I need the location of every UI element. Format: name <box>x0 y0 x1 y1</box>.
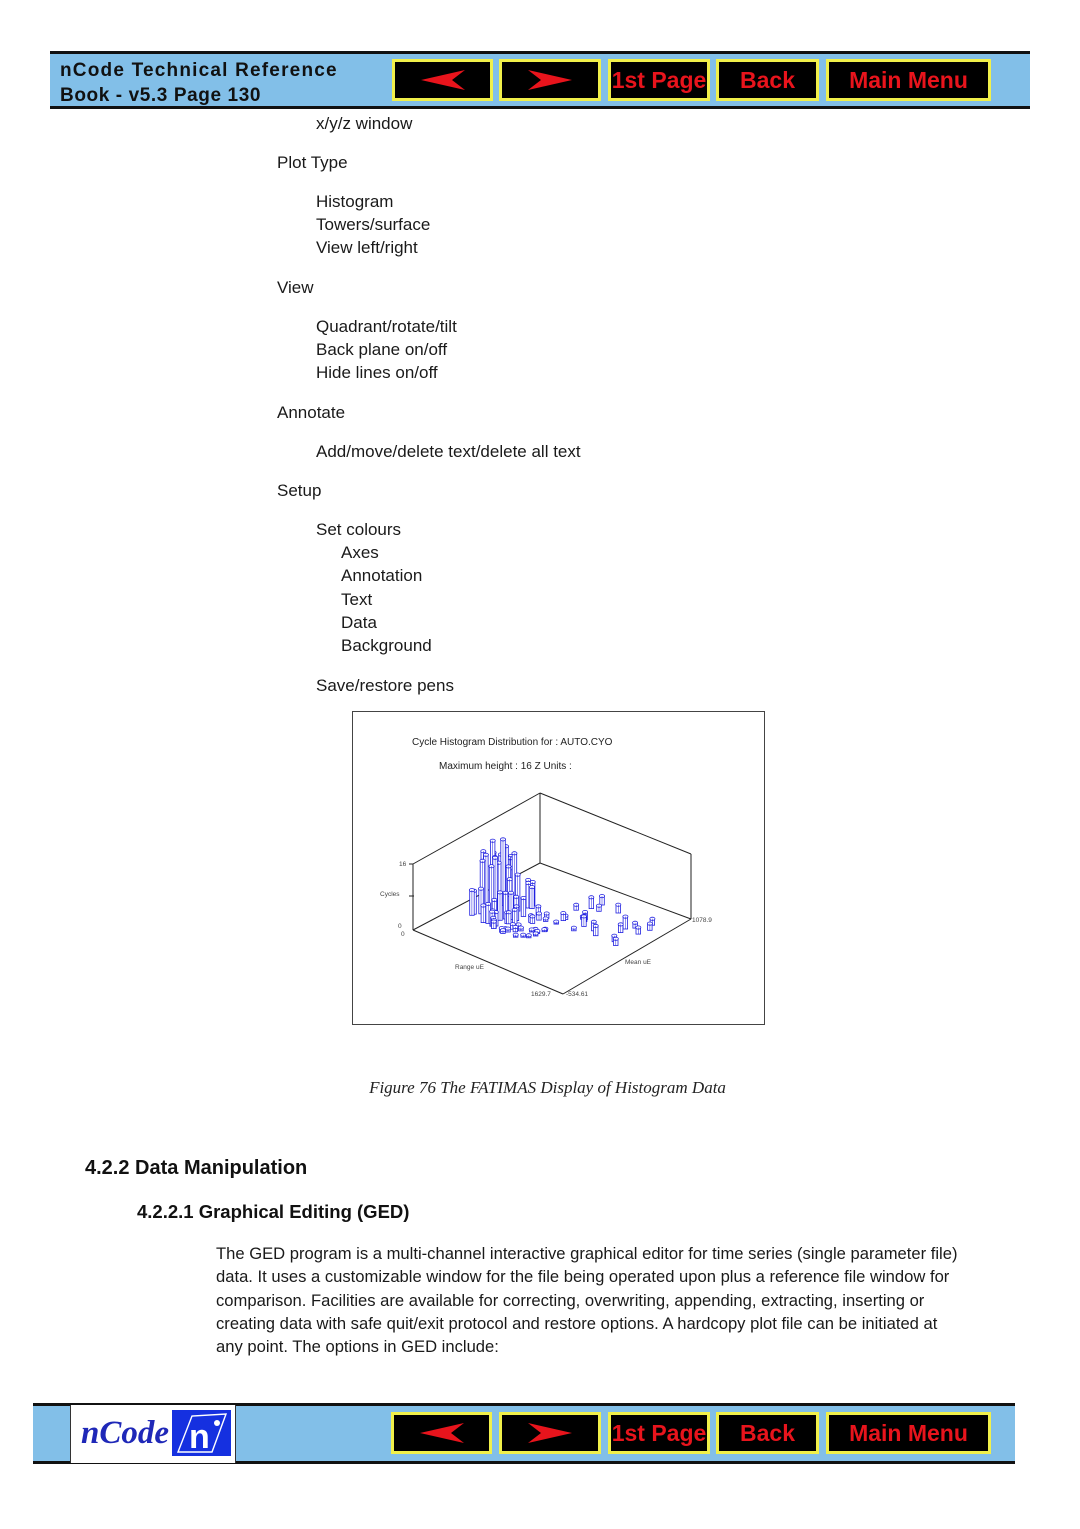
histogram-tower <box>518 926 523 931</box>
histogram-figure <box>352 711 765 1025</box>
histogram-tower <box>513 933 518 937</box>
mean-max-label: 1078.9 <box>692 917 712 924</box>
histogram-tower <box>599 895 604 906</box>
paragraph-line: comparison. Facilities are available for correcting, overwriting, appending, extracting, inserting or <box>216 1290 925 1310</box>
histogram-tower <box>554 920 559 924</box>
menu-item: Back plane on/off <box>316 340 448 359</box>
histogram-tower <box>529 928 534 932</box>
subsection-heading: 4.2.2.1 Graphical Editing (GED) <box>137 1201 410 1222</box>
origin-label: 0 <box>401 931 405 938</box>
menu-item: Hide lines on/off <box>316 363 438 382</box>
document-title-line2: Book - v5.3 Page 130 <box>60 85 262 106</box>
footer-bar <box>33 1403 1015 1464</box>
histogram-tower <box>513 925 518 931</box>
main-menu-button[interactable]: Main Menu <box>826 1412 991 1454</box>
menu-item-save-restore-pens: Save/restore pens <box>316 676 454 695</box>
next-page-button[interactable] <box>499 59 601 101</box>
histogram-tower <box>593 924 598 935</box>
histogram-tower <box>533 932 538 936</box>
header-bar <box>50 51 1030 109</box>
histogram-tower <box>529 886 534 909</box>
histogram-tower <box>589 896 594 909</box>
histogram-tower <box>613 937 618 945</box>
histogram-tower <box>623 915 628 929</box>
body-paragraph <box>216 1242 1016 1358</box>
histogram-tower <box>481 904 486 923</box>
first-page-button[interactable]: 1st Page <box>608 59 710 101</box>
heading-setup: Setup <box>277 481 322 500</box>
menu-item: Towers/surface <box>316 215 431 234</box>
document-title <box>60 58 338 108</box>
menu-item-xyz-window: x/y/z window <box>316 114 413 133</box>
arrow-left-icon <box>418 1422 466 1444</box>
histogram-tower <box>491 920 496 929</box>
histogram-tower <box>505 927 510 932</box>
menu-subitem: Text <box>341 590 373 609</box>
histogram-tower <box>616 903 621 913</box>
previous-page-button[interactable] <box>391 1412 492 1454</box>
histogram-3d-plot <box>353 712 763 1023</box>
next-page-button[interactable] <box>499 1412 601 1454</box>
z-axis-label: Cycles <box>380 891 400 898</box>
z-max-label: 16 <box>399 861 407 868</box>
main-menu-button[interactable]: Main Menu <box>826 59 991 101</box>
axis-edge <box>540 793 691 854</box>
arrow-left-icon <box>419 69 467 91</box>
logo-mark-icon <box>172 1410 231 1456</box>
figure-subtitle: Maximum height : 16 Z Units : <box>439 761 572 772</box>
histogram-tower <box>574 903 579 910</box>
menu-item: Add/move/delete text/delete all text <box>316 442 581 461</box>
histogram-tower <box>521 896 526 916</box>
axis-edge <box>413 793 540 864</box>
z-min-label: 0 <box>398 923 402 930</box>
histogram-tower <box>542 928 547 932</box>
back-button[interactable]: Back <box>716 1412 819 1454</box>
heading-view: View <box>277 278 314 297</box>
heading-annotate: Annotate <box>277 403 346 422</box>
histogram-tower <box>618 923 623 933</box>
paragraph-line: The GED program is a multi-channel interactive graphical editor for time series (single parameter file) <box>216 1244 958 1263</box>
histogram-tower <box>536 912 541 920</box>
logo-mark-letter: n <box>189 1418 210 1456</box>
histogram-bars <box>469 838 655 946</box>
paragraph-line: data. It uses a customizable window for the file being operated upon plus a reference file window for <box>216 1267 950 1287</box>
menu-item: View left/right <box>316 238 418 257</box>
histogram-tower <box>543 917 548 922</box>
histogram-tower <box>526 934 531 938</box>
mean-axis-label: Mean uE <box>625 959 652 966</box>
histogram-tower <box>521 933 526 937</box>
back-button[interactable]: Back <box>716 59 819 101</box>
range-max-label: 1629.7 <box>531 991 551 998</box>
menu-subitem: Axes <box>341 543 379 562</box>
menu-subitem: Data <box>341 613 377 632</box>
mean-min-label: -534.61 <box>566 991 589 998</box>
figure-caption: Figure 76 The FATIMAS Display of Histogram Data <box>369 1078 726 1097</box>
histogram-tower <box>500 929 505 934</box>
menu-item: Histogram <box>316 192 394 211</box>
menu-item-set-colours: Set colours <box>316 520 402 539</box>
figure-title: Cycle Histogram Distribution for : AUTO.CYO <box>412 737 613 748</box>
heading-plot-type: Plot Type <box>277 153 348 172</box>
histogram-tower <box>596 904 601 911</box>
first-page-button[interactable]: 1st Page <box>608 1412 710 1454</box>
histogram-tower <box>581 915 586 927</box>
histogram-tower <box>561 912 566 921</box>
previous-page-button[interactable] <box>392 59 493 101</box>
menu-subitem: Background <box>341 636 432 655</box>
histogram-tower <box>647 922 652 930</box>
paragraph-line: creating data with safe quit/exit protocol and restore options. A hardcopy plot file can be initiated at <box>216 1313 938 1333</box>
histogram-tower <box>636 926 641 934</box>
menu-subitem: Annotation <box>341 566 423 585</box>
arrow-right-icon <box>526 69 574 91</box>
document-title-line1: nCode Technical Reference <box>60 60 338 81</box>
paragraph-line: any point. The options in GED include: <box>216 1337 499 1357</box>
histogram-tower <box>571 926 576 931</box>
section-heading: 4.2.2 Data Manipulation <box>85 1157 308 1179</box>
arrow-right-icon <box>526 1422 574 1444</box>
histogram-tower <box>530 915 535 924</box>
axis-edge <box>540 863 691 919</box>
mean-axis <box>563 919 691 994</box>
histogram-tower <box>469 889 474 916</box>
histogram-tower <box>506 911 511 924</box>
histogram-tower <box>512 908 517 924</box>
range-axis-label: Range uE <box>455 964 484 971</box>
ncode-logo <box>70 1405 236 1463</box>
menu-item: Quadrant/rotate/tilt <box>316 317 457 336</box>
range-axis <box>413 930 563 994</box>
logo-text: nCode <box>81 1415 170 1451</box>
